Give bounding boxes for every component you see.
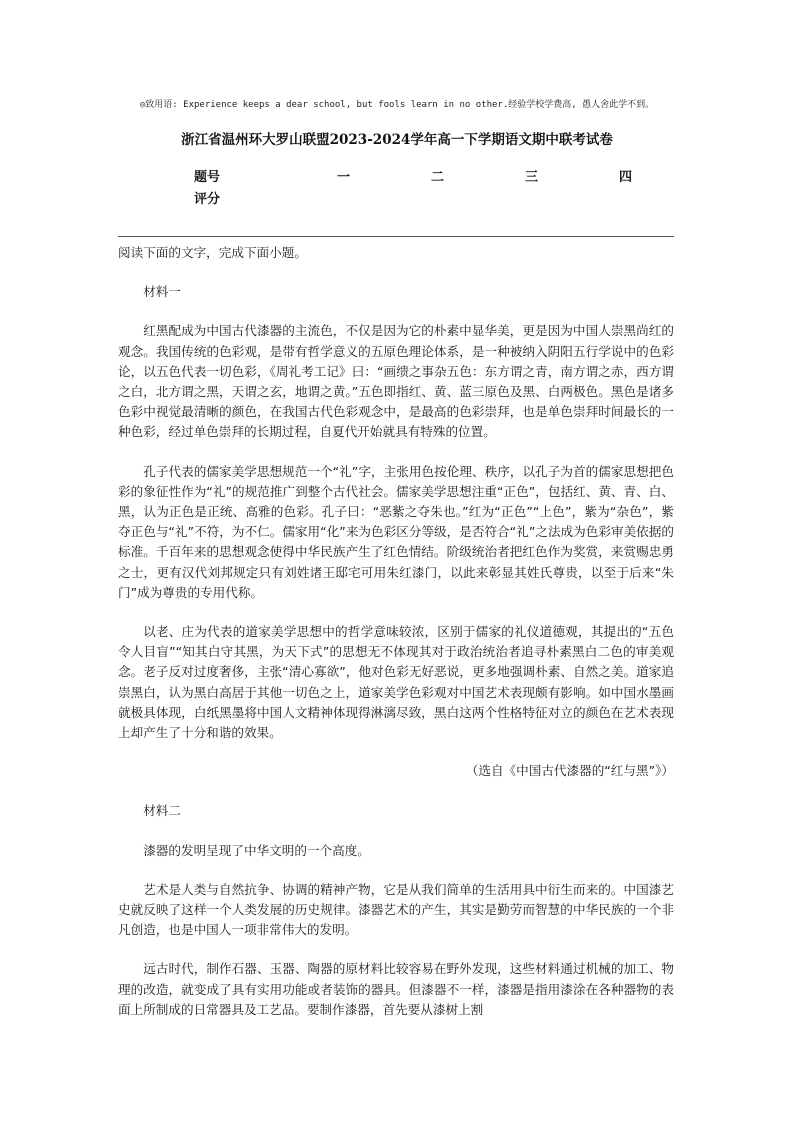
score-table <box>194 166 664 210</box>
paragraph-3: 以老、庄为代表的道家美学思想中的哲学意味较浓，区别于儒家的礼仪道德观，其提出的“五色令人目盲”“知其白守其黑，为天下式”的思想无不体现其对于政治统治者追寻朴素黑白二色的审美观念。老子反对过度奢侈，主张“清心寡欲”，他对色彩无好恶说，更多地强调朴素、自然之美。道家追崇黑白，认为黑白高居于其他一切色之上，道家美学色彩观对中国艺术表现颇有影响。如中国水墨画就极具体现，白纸黑墨将中国人文精神体现得淋漓尽致，黑白这两个性格特征对立的颜色在艺术表现上却产生了十分和谐的效果。 <box>118 624 674 741</box>
source-citation: （选自《中国古代漆器的“红与黑”》） <box>465 763 674 779</box>
instruction: 阅读下面的文字，完成下面小题。 <box>118 245 307 260</box>
paragraph-1: 红黑配成为中国古代漆器的主流色，不仅是因为它的朴素中显华美，更是因为中国人崇黑尚红的观念。我国传统的色彩观，是带有哲学意义的五原色理论体系，是一种被纳入阴阳五行学说中的色彩论，以五色代表一切色彩，《周礼考工记》曰：“画缋之事杂五色：东方谓之青，南方谓之赤，西方谓之白，北方谓之黑，天谓之玄，地谓之黄。”五色即指红、黄、蓝三原色及黑、白两极色。黑色是诸多色彩中视觉最清晰的颜色，在我国古代色彩观念中，是最高的色彩崇拜，也是单色崇拜时间最长的一种色彩，经过单色崇拜的长期过程，自夏代开始就具有特殊的位置。 <box>118 323 674 440</box>
material-1-label: 材料一 <box>143 284 181 300</box>
paragraph-4: 漆器的发明呈现了中华文明的一个高度。 <box>143 842 370 858</box>
score-table-row-question <box>194 166 664 188</box>
header-motto: ◎致用语: Experience keeps a dear school, but fools learn in no other.经验学校学费高, 愚人舍此学不到。 <box>139 100 655 110</box>
column-4: 四 <box>619 170 633 185</box>
score-label: 评分 <box>194 192 221 207</box>
paragraph-6: 远古时代，制作石器、玉器、陶器的原材料比较容易在野外发现，这些材料通过机械的加工、物理的改造，就变成了具有实用功能或者装饰的器具。但漆器不一样，漆器是指用漆涂在各种器物的表面上所制成的日常器具及工艺品。要制作漆器，首先要从漆树上割 <box>118 961 674 1017</box>
column-1: 一 <box>337 170 351 185</box>
material-2-label: 材料二 <box>143 803 181 819</box>
divider-line <box>118 236 674 237</box>
paragraph-5: 艺术是人类与自然抗争、协调的精神产物，它是从我们简单的生活用具中衍生而来的。中国漆艺史就反映了这样一个人类发展的历史规律。漆器艺术的产生，其实是勤劳而智慧的中华民族的一个非凡创造，也是中国人一项非常伟大的发明。 <box>118 881 674 938</box>
reading-passage <box>118 243 674 1039</box>
exam-title: 浙江省温州环大罗山联盟2023-2024学年高一下学期语文期中联考试卷 <box>181 132 613 148</box>
column-3: 三 <box>525 170 539 185</box>
column-2: 二 <box>431 170 445 185</box>
question-number-label: 题号 <box>194 170 221 185</box>
paragraph-2: 孔子代表的儒家美学思想规范一个“礼”字，主张用色按伦理、秩序，以孔子为首的儒家思想把色彩的象征性作为“礼”的规范推广到整个古代社会。儒家美学思想注重“正色”，包括红、黄、青、白、黑，认为正色是正统、高雅的色彩。孔子曰：“恶紫之夺朱也。”红为“正色”“上色”，紫为“杂色”，紫夺正色与“礼”不符，为不仁。儒家用“化”来为色彩区分等级，是否符合“礼”之法成为色彩审美依据的标准。千百年来的思想观念使得中华民族产生了红色情结。阶级统治者把红色作为奖赏，来赏赐忠勇之士，更有汉代刘邦规定只有刘姓诸王邸宅可用朱红漆门，以此来彰显其姓氏尊贵，以至于后来“朱门”成为尊贵的专用代称。 <box>118 463 674 600</box>
score-table-row-score <box>194 188 664 210</box>
